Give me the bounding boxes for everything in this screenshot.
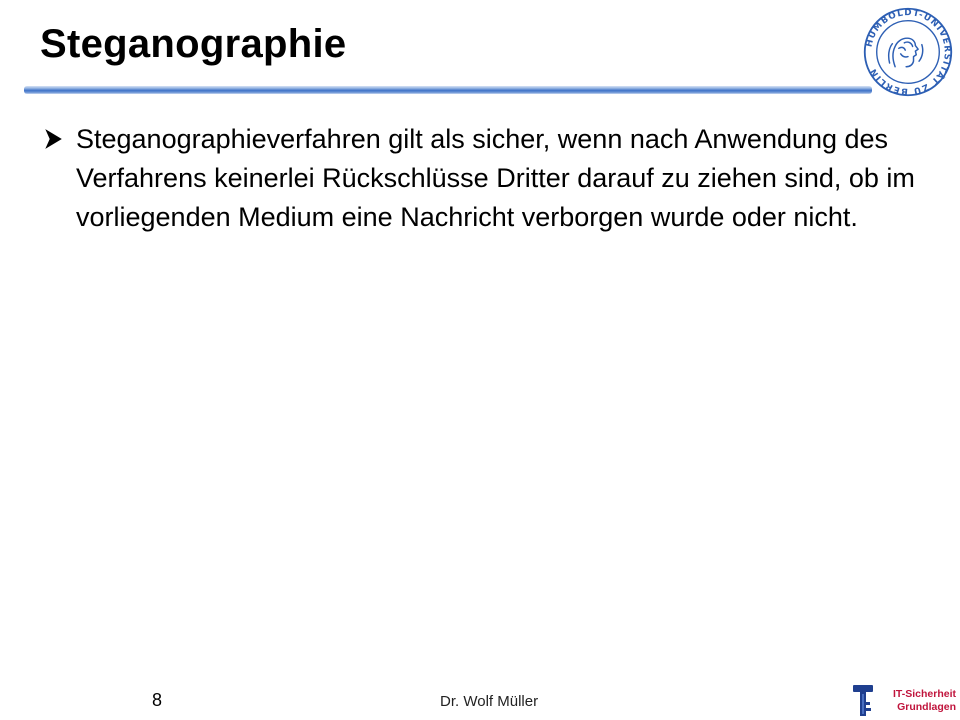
- bullet-text: Steganographieverfahren gilt als sicher, wenn nach Anwendung des Verfahrens keinerlei Rückschlüsse Dritter darauf zu ziehen sind, ob im vorliegenden Medium eine Nachricht verborgen wurde oder nicht.: [76, 124, 915, 232]
- title-divider: [24, 86, 872, 94]
- arrowhead-bullet-icon: [42, 128, 64, 150]
- seal-lettering: HUMBOLDT-UNIVERSITÄT ZU BERLIN: [864, 8, 952, 96]
- seal-portraits: [889, 38, 923, 67]
- author-name: Dr. Wolf Müller: [440, 693, 539, 710]
- course-logo: [852, 684, 956, 718]
- page-number: 8: [152, 690, 163, 710]
- bullet-list: [42, 120, 922, 237]
- university-seal-icon: [862, 6, 954, 98]
- bullet-item: [42, 120, 922, 237]
- slide-title: Steganographie: [40, 22, 347, 66]
- key-icon: [852, 684, 874, 718]
- course-logo-line1: IT-Sicherheit: [892, 688, 956, 700]
- course-logo-line2: Grundlagen: [897, 701, 956, 713]
- course-logo-text: [878, 688, 956, 714]
